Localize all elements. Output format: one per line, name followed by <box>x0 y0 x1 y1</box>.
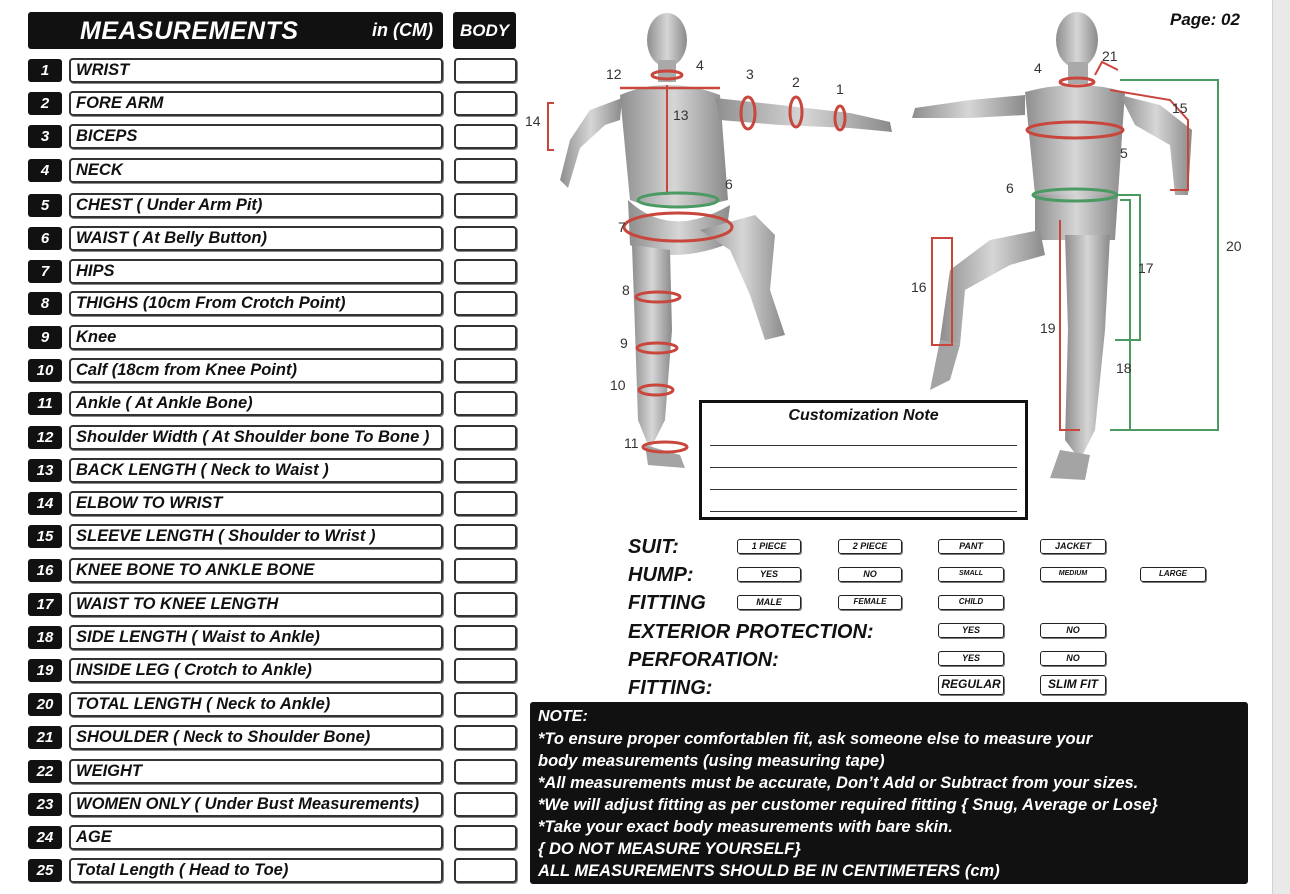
fig-label-back: 12 <box>606 66 622 82</box>
measurement-row <box>28 158 518 184</box>
fig-label-back: 8 <box>622 282 630 298</box>
body-value-field[interactable] <box>454 792 517 817</box>
row-label: NECK <box>69 158 443 183</box>
measurement-row <box>28 524 518 550</box>
body-value-field[interactable] <box>454 759 517 784</box>
row-number: 19 <box>28 659 62 682</box>
measurement-row <box>28 658 518 684</box>
measurement-row <box>28 358 518 384</box>
body-value-field[interactable] <box>454 158 517 183</box>
measurement-row <box>28 858 518 884</box>
inside-leg-marker <box>1115 200 1130 430</box>
measurement-row <box>28 124 518 150</box>
fig-label-front: 5 <box>1120 145 1128 161</box>
hump-yes-option[interactable]: YES <box>737 567 801 582</box>
measurement-row <box>28 425 518 451</box>
fig-label-front: 20 <box>1226 238 1242 254</box>
body-value-field[interactable] <box>454 124 517 149</box>
body-column-header: BODY <box>453 12 516 49</box>
suit-1-piece-option[interactable]: 1 PIECE <box>737 539 801 554</box>
hump-small-option[interactable]: SMALL <box>938 567 1004 582</box>
waist-to-knee-marker <box>1115 195 1140 340</box>
measurement-row <box>28 58 518 84</box>
note-writing-line <box>710 467 1017 468</box>
row-number: 1 <box>28 59 62 82</box>
row-number: 11 <box>28 392 62 415</box>
note-line: *All measurements must be accurate, Don’t Add or Subtract from your sizes. <box>538 774 1139 792</box>
fig-label-front: 6 <box>1006 180 1014 196</box>
hump-no-option[interactable]: NO <box>838 567 902 582</box>
fig-label-front: 21 <box>1102 48 1118 64</box>
header-unit: in (CM) <box>372 20 433 40</box>
body-value-field[interactable] <box>454 458 517 483</box>
measurement-row <box>28 792 518 818</box>
row-label: BICEPS <box>69 124 443 149</box>
fitting-regular-option[interactable]: REGULAR <box>938 675 1004 695</box>
measurement-row <box>28 458 518 484</box>
note-writing-line <box>710 489 1017 490</box>
hump-medium-option[interactable]: MEDIUM <box>1040 567 1106 582</box>
measurement-row <box>28 325 518 351</box>
row-label: SLEEVE LENGTH ( Shoulder to Wrist ) <box>69 524 443 549</box>
row-number: 6 <box>28 227 62 250</box>
row-label: WAIST TO KNEE LENGTH <box>69 592 443 617</box>
fig-label-back: 13 <box>673 107 689 123</box>
note-line: ALL MEASUREMENTS SHOULD BE IN CENTIMETERS (cm) <box>538 862 1000 880</box>
body-value-field[interactable] <box>454 91 517 116</box>
row-number: 18 <box>28 626 62 649</box>
measurement-row <box>28 759 518 785</box>
body-value-field[interactable] <box>454 358 517 383</box>
row-number: 15 <box>28 525 62 548</box>
row-number: 3 <box>28 125 62 148</box>
body-value-field[interactable] <box>454 825 517 850</box>
fitting-gender-label: FITTING <box>628 592 706 614</box>
row-number: 5 <box>28 194 62 217</box>
note-writing-line <box>710 511 1017 512</box>
body-value-field[interactable] <box>454 226 517 251</box>
exterior-no-option[interactable]: NO <box>1040 623 1106 638</box>
row-number: 13 <box>28 459 62 482</box>
row-label: WEIGHT <box>69 759 443 784</box>
row-number: 12 <box>28 426 62 449</box>
row-label: INSIDE LEG ( Crotch to Ankle) <box>69 658 443 683</box>
row-number: 22 <box>28 760 62 783</box>
fig-label-front: 15 <box>1172 100 1188 116</box>
measurement-row <box>28 491 518 517</box>
note-line: { DO NOT MEASURE YOURSELF} <box>538 840 801 858</box>
fig-label-back: 11 <box>624 435 639 451</box>
suit-label: SUIT: <box>628 536 679 558</box>
customization-note-box[interactable] <box>699 400 1028 520</box>
body-value-field[interactable] <box>454 558 517 583</box>
measurement-row <box>28 91 518 117</box>
customization-note-title: Customization Note <box>788 407 939 424</box>
fitting-type-label: FITTING: <box>628 677 713 699</box>
fig-label-back: 14 <box>525 113 541 129</box>
measurement-row <box>28 193 518 219</box>
fig-label-back: 9 <box>620 335 628 351</box>
measurement-row <box>28 692 518 718</box>
body-value-field[interactable] <box>454 658 517 683</box>
row-number: 23 <box>28 793 62 816</box>
note-line: body measurements (using measuring tape) <box>538 752 885 770</box>
row-label: KNEE BONE TO ANKLE BONE <box>69 558 443 583</box>
measurement-row <box>28 825 518 851</box>
row-number: 4 <box>28 159 62 182</box>
body-value-field[interactable] <box>454 391 517 416</box>
exterior-protection-label: EXTERIOR PROTECTION: <box>628 621 874 643</box>
body-value-field[interactable] <box>454 725 517 750</box>
row-number: 20 <box>28 693 62 716</box>
body-value-field[interactable] <box>454 491 517 516</box>
fig-label-back: 2 <box>792 74 800 90</box>
fig-label-back: 7 <box>618 219 626 235</box>
note-writing-line <box>710 445 1017 446</box>
row-number: 14 <box>28 492 62 515</box>
body-value-field[interactable] <box>454 692 517 717</box>
row-label: TOTAL LENGTH ( Neck to Ankle) <box>69 692 443 717</box>
instructions-note <box>530 702 1248 884</box>
fig-label-front: 18 <box>1116 360 1132 376</box>
fitting-male-option[interactable]: MALE <box>737 595 801 610</box>
row-label: SIDE LENGTH ( Waist to Ankle) <box>69 625 443 650</box>
suit-2-piece-option[interactable]: 2 PIECE <box>838 539 902 554</box>
row-number: 10 <box>28 359 62 382</box>
measurements-header <box>28 12 443 49</box>
hump-label: HUMP: <box>628 564 694 586</box>
body-value-field[interactable] <box>454 193 517 218</box>
fitting-child-option[interactable]: CHILD <box>938 595 1004 610</box>
row-label: HIPS <box>69 259 443 284</box>
measurement-row <box>28 592 518 618</box>
body-value-field[interactable] <box>454 325 517 350</box>
row-label: WRIST <box>69 58 443 83</box>
row-label: SHOULDER ( Neck to Shoulder Bone) <box>69 725 443 750</box>
row-number: 9 <box>28 326 62 349</box>
row-label: BACK LENGTH ( Neck to Waist ) <box>69 458 443 483</box>
row-label: WOMEN ONLY ( Under Bust Measurements) <box>69 792 443 817</box>
note-line: *Take your exact body measurements with bare skin. <box>538 818 953 836</box>
row-label: THIGHS (10cm From Crotch Point) <box>69 291 443 316</box>
fig-label-back: 1 <box>836 81 844 97</box>
row-label: Total Length ( Head to Toe) <box>69 858 443 883</box>
row-label: Shoulder Width ( At Shoulder bone To Bone ) <box>69 425 443 450</box>
row-number: 2 <box>28 92 62 115</box>
row-number: 8 <box>28 292 62 315</box>
fig-label-back: 4 <box>696 57 704 73</box>
scroll-gutter <box>1272 0 1290 894</box>
perforation-label: PERFORATION: <box>628 649 779 671</box>
row-number: 17 <box>28 593 62 616</box>
fig-label-front: 16 <box>911 279 927 295</box>
note-line: *To ensure proper comfortablen fit, ask someone else to measure your <box>538 730 1093 748</box>
body-value-field[interactable] <box>454 291 517 316</box>
perforation-no-option[interactable]: NO <box>1040 651 1106 666</box>
body-value-field[interactable] <box>454 58 517 83</box>
row-number: 24 <box>28 826 62 849</box>
measurement-row <box>28 391 518 417</box>
measurement-row <box>28 259 518 285</box>
fitting-slim-fit-option[interactable]: SLIM FIT <box>1040 675 1106 695</box>
page-number: Page: 02 <box>1170 10 1240 29</box>
row-label: FORE ARM <box>69 91 443 116</box>
measurement-row <box>28 558 518 584</box>
row-label: Ankle ( At Ankle Bone) <box>69 391 443 416</box>
row-number: 25 <box>28 859 62 882</box>
row-number: 21 <box>28 726 62 749</box>
fig-label-back: 10 <box>610 377 626 393</box>
header-title: MEASUREMENTS <box>80 17 299 45</box>
row-number: 16 <box>28 559 62 582</box>
fig-label-front: 19 <box>1040 320 1056 336</box>
note-line: *We will adjust fitting as per customer required fitting { Snug, Average or Lose} <box>538 796 1158 814</box>
fitting-female-option[interactable]: FEMALE <box>838 595 902 610</box>
row-number: 7 <box>28 260 62 283</box>
exterior-yes-option[interactable]: YES <box>938 623 1004 638</box>
measurement-row <box>28 625 518 651</box>
perforation-yes-option[interactable]: YES <box>938 651 1004 666</box>
row-label: WAIST ( At Belly Button) <box>69 226 443 251</box>
body-value-field[interactable] <box>454 858 517 883</box>
elbow-to-wrist-marker <box>548 103 554 150</box>
body-value-field[interactable] <box>454 625 517 650</box>
measurement-row <box>28 725 518 751</box>
body-value-field[interactable] <box>454 592 517 617</box>
body-value-field[interactable] <box>454 425 517 450</box>
fig-label-front: 4 <box>1034 60 1042 76</box>
fig-label-back: 6 <box>725 176 733 192</box>
row-label: Knee <box>69 325 443 350</box>
note-title: NOTE: <box>538 708 588 725</box>
suit-pant-option[interactable]: PANT <box>938 539 1004 554</box>
hump-large-option[interactable]: LARGE <box>1140 567 1206 582</box>
row-label: ELBOW TO WRIST <box>69 491 443 516</box>
row-label: AGE <box>69 825 443 850</box>
measurement-row <box>28 226 518 252</box>
row-label: CHEST ( Under Arm Pit) <box>69 193 443 218</box>
row-label: Calf (18cm from Knee Point) <box>69 358 443 383</box>
fig-label-front: 17 <box>1138 260 1154 276</box>
body-value-field[interactable] <box>454 524 517 549</box>
fig-label-back: 3 <box>746 66 754 82</box>
suit-jacket-option[interactable]: JACKET <box>1040 539 1106 554</box>
body-value-field[interactable] <box>454 259 517 284</box>
measurement-row <box>28 291 518 317</box>
